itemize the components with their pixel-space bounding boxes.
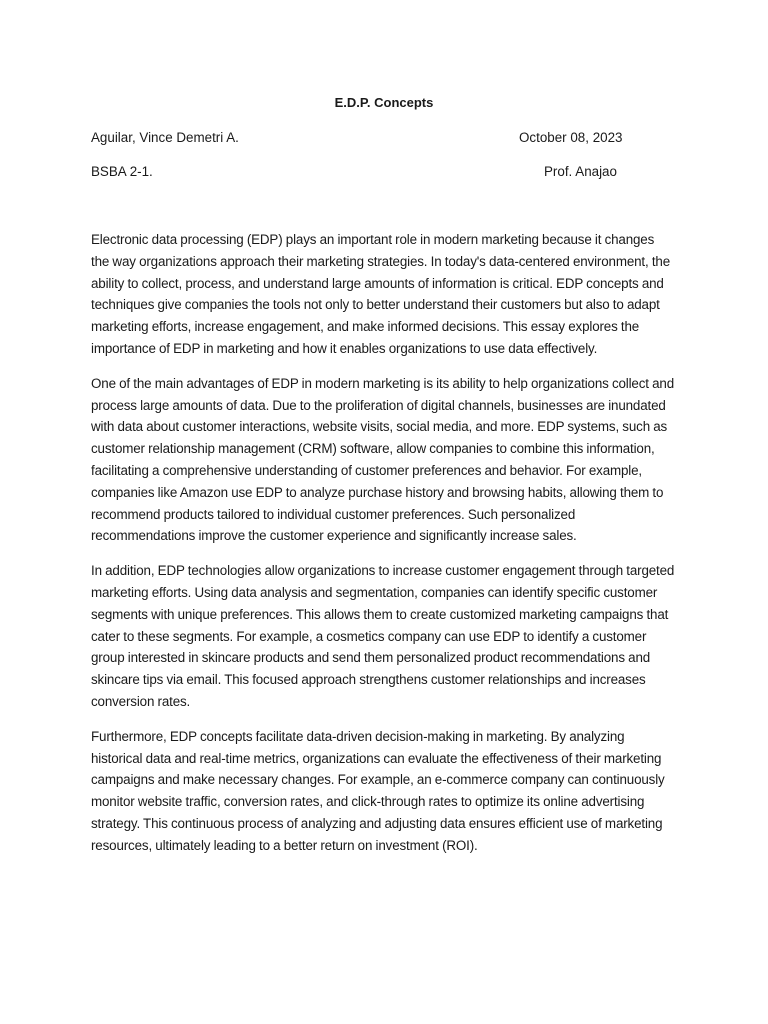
essay-paragraph-4: Furthermore, EDP concepts facilitate data-driven decision-making in marketing. By analyzing historical data and real-time metrics, organizations can evaluate the effectiveness of their marketing campaigns and make necessary changes. For example, an e-commerce company can continuously monitor website traffic, conversion rates, and click-through rates to optimize its online advertising strategy. This continuous process of analyzing and adjusting data ensures efficient use of marketing resources, ultimately leading to a better return on investment (ROI). <box>91 728 665 853</box>
document-title: E.D.P. Concepts <box>334 95 434 110</box>
essay-body <box>91 229 675 870</box>
essay-paragraph-1: Electronic data processing (EDP) plays an important role in modern marketing because it changes the way organizations approach their marketing strategies. In today's data-centered environment, the ability to collect, process, and understand large amounts of information is critical. EDP concepts and techniques give companies the tools not only to better understand their customers but also to adapt marketing efforts, increase engagement, and make informed decisions. This essay explores the importance of EDP in marketing and how it enables organizations to use data effectively. <box>91 232 670 356</box>
author-name: Aguilar, Vince Demetri A. <box>91 130 239 145</box>
document-date: October 08, 2023 <box>519 130 623 145</box>
essay-paragraph-2: One of the main advantages of EDP in modern marketing is its ability to help organizations collect and process large amounts of data. Due to the proliferation of digital channels, businesses are inundated with data about customer interactions, website visits, social media, and more. EDP systems, such as customer relationship management (CRM) software, allow companies to combine this information, facilitating a comprehensive understanding of customer preferences and behavior. For example, companies like Amazon use EDP to analyze purchase history and browsing habits, allowing them to recommend products tailored to individual customer preferences. Such personalized recommendations improve the customer experience and significantly increase sales. <box>91 375 675 544</box>
professor-name: Prof. Anajao <box>544 164 617 179</box>
essay-paragraph-3: In addition, EDP technologies allow organizations to increase customer engagement through targeted marketing efforts. Using data analysis and segmentation, companies can identify specific customer segments with unique preferences. This allows them to create customized marketing campaigns that cater to these segments. For example, a cosmetics company can use EDP to identify a customer group interested in skincare products and send them personalized product recommendations and skincare tips via email. This focused approach strengthens customer relationships and increases conversion rates. <box>91 563 675 709</box>
section-label: BSBA 2-1. <box>91 164 153 179</box>
